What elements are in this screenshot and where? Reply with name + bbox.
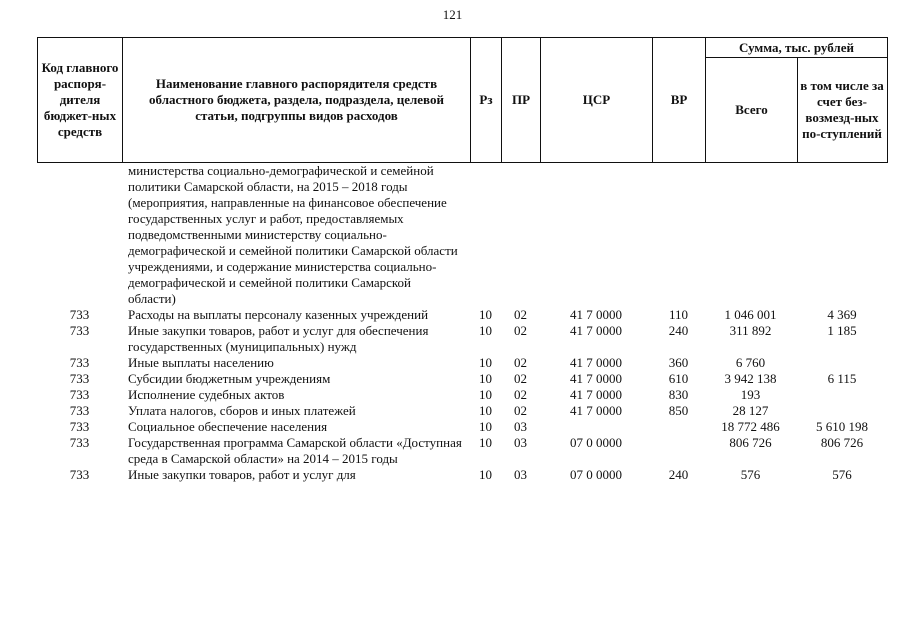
row-name: министерства социально-демографической и семейной политики Самарской области, на 2015 – 2018 годы (мероприятия, направленные на финансовое обеспечение государственных услуг и работ, предоставляемых подведомственными министерству социально-демографической и семейной политики Самарской области учреждениями, и содержание министерства социально-демографической и семейной политики Самарской области) xyxy=(128,163,458,306)
row-incl xyxy=(796,355,888,371)
row-name: Социальное обеспечение населения xyxy=(128,419,328,434)
row-name: Расходы на выплаты персоналу казенных учреждений xyxy=(128,307,429,322)
row-total: 806 726 xyxy=(729,435,772,450)
table-row xyxy=(37,307,888,323)
row-name: Иные закупки товаров, работ и услуг для xyxy=(128,467,356,482)
row-total: 3 942 138 xyxy=(724,371,777,386)
row-code: 733 xyxy=(69,355,90,370)
row-name: Исполнение судебных актов xyxy=(128,387,285,402)
row-pr: 02 xyxy=(514,387,527,402)
table-row xyxy=(37,371,888,387)
page-number: 121 xyxy=(442,7,463,22)
row-pr: 02 xyxy=(514,307,527,322)
row-csr: 07 0 0000 xyxy=(570,467,622,482)
row-csr: 41 7 0000 xyxy=(570,323,622,338)
table-row xyxy=(37,323,888,355)
row-rz: 10 xyxy=(479,307,492,322)
row-csr: 41 7 0000 xyxy=(570,307,622,322)
row-code: 733 xyxy=(69,467,90,482)
row-rz: 10 xyxy=(479,467,492,482)
row-vr xyxy=(652,419,705,435)
row-pr: 03 xyxy=(514,419,527,434)
header-rz: Рз xyxy=(471,38,502,162)
row-incl: 6 115 xyxy=(827,371,857,386)
row-total: 6 760 xyxy=(735,355,766,370)
table-row xyxy=(37,467,888,483)
header-vr: ВР xyxy=(653,38,706,162)
header-name: Наименование главного распорядителя средств областного бюджета, раздела, подраздела, целевой статьи, подгруппы видов расходов xyxy=(123,38,471,162)
row-vr xyxy=(652,435,705,467)
row-vr: 850 xyxy=(668,403,689,418)
row-rz: 10 xyxy=(479,419,492,434)
row-rz: 10 xyxy=(479,387,492,402)
row-code: 733 xyxy=(69,403,90,418)
table-row xyxy=(37,435,888,467)
row-name: Уплата налогов, сборов и иных платежей xyxy=(128,403,356,418)
row-name: Иные закупки товаров, работ и услуг для обеспечения государственных (муниципальных) нужд xyxy=(128,323,429,354)
row-pr: 02 xyxy=(514,403,527,418)
row-vr: 610 xyxy=(668,371,689,386)
row-incl xyxy=(796,387,888,403)
row-rz: 10 xyxy=(479,355,492,370)
budget-table xyxy=(37,37,888,483)
row-vr: 240 xyxy=(668,323,689,338)
header-csr: ЦСР xyxy=(541,38,653,162)
row-code: 733 xyxy=(69,323,90,338)
table-row xyxy=(37,355,888,371)
row-rz: 10 xyxy=(479,403,492,418)
table-row xyxy=(37,403,888,419)
row-incl: 1 185 xyxy=(827,323,857,338)
row-total: 1 046 001 xyxy=(724,307,777,322)
row-rz xyxy=(470,163,501,307)
row-pr: 02 xyxy=(514,323,527,338)
row-csr xyxy=(540,419,652,435)
row-total: 18 772 486 xyxy=(721,419,780,434)
row-code xyxy=(37,163,122,307)
row-name: Субсидии бюджетным учреждениям xyxy=(128,371,331,386)
row-csr: 41 7 0000 xyxy=(570,371,622,386)
row-vr: 830 xyxy=(668,387,689,402)
row-name: Государственная программа Самарской области «Доступная среда в Самарской области» на 2014 – 2015 годы xyxy=(128,435,462,466)
row-pr xyxy=(501,163,540,307)
header-code: Код главного распоря-дителя бюджет-ных средств xyxy=(38,38,123,162)
table-row xyxy=(37,387,888,403)
row-vr: 240 xyxy=(668,467,689,482)
row-total: 576 xyxy=(740,467,761,482)
row-rz: 10 xyxy=(479,323,492,338)
row-incl: 576 xyxy=(832,467,852,482)
row-name: Иные выплаты населению xyxy=(128,355,274,370)
row-code: 733 xyxy=(69,419,90,434)
row-csr: 41 7 0000 xyxy=(570,355,622,370)
row-code: 733 xyxy=(69,307,90,322)
row-vr: 360 xyxy=(668,355,689,370)
row-pr: 03 xyxy=(514,435,527,450)
row-incl: 4 369 xyxy=(827,307,857,322)
row-pr: 02 xyxy=(514,371,527,386)
table-row xyxy=(37,163,888,307)
row-pr: 02 xyxy=(514,355,527,370)
row-total: 311 892 xyxy=(729,323,772,338)
row-incl xyxy=(796,403,888,419)
row-rz: 10 xyxy=(479,435,492,450)
row-code: 733 xyxy=(69,371,90,386)
table-body xyxy=(37,163,888,483)
row-csr xyxy=(540,163,652,307)
header-pr: ПР xyxy=(502,38,541,162)
row-incl: 806 726 xyxy=(820,435,864,450)
row-rz: 10 xyxy=(479,371,492,386)
row-csr: 07 0 0000 xyxy=(570,435,622,450)
header-total: Всего xyxy=(706,57,798,162)
row-total xyxy=(705,163,796,307)
row-total: 28 127 xyxy=(732,403,769,418)
row-incl xyxy=(796,163,888,307)
row-pr: 03 xyxy=(514,467,527,482)
row-vr: 110 xyxy=(668,307,689,322)
header-sum-title: Сумма, тыс. рублей xyxy=(706,38,887,58)
row-csr: 41 7 0000 xyxy=(570,387,622,402)
header-incl: в том числе за счет без-возмезд-ных по-ступлений xyxy=(800,77,884,141)
row-incl: 5 610 198 xyxy=(816,419,868,434)
table-row xyxy=(37,419,888,435)
row-vr xyxy=(652,163,705,307)
row-code: 733 xyxy=(69,387,90,402)
row-code: 733 xyxy=(69,435,90,450)
row-csr: 41 7 0000 xyxy=(570,403,622,418)
row-total: 193 xyxy=(740,387,761,402)
table-header xyxy=(37,37,888,163)
